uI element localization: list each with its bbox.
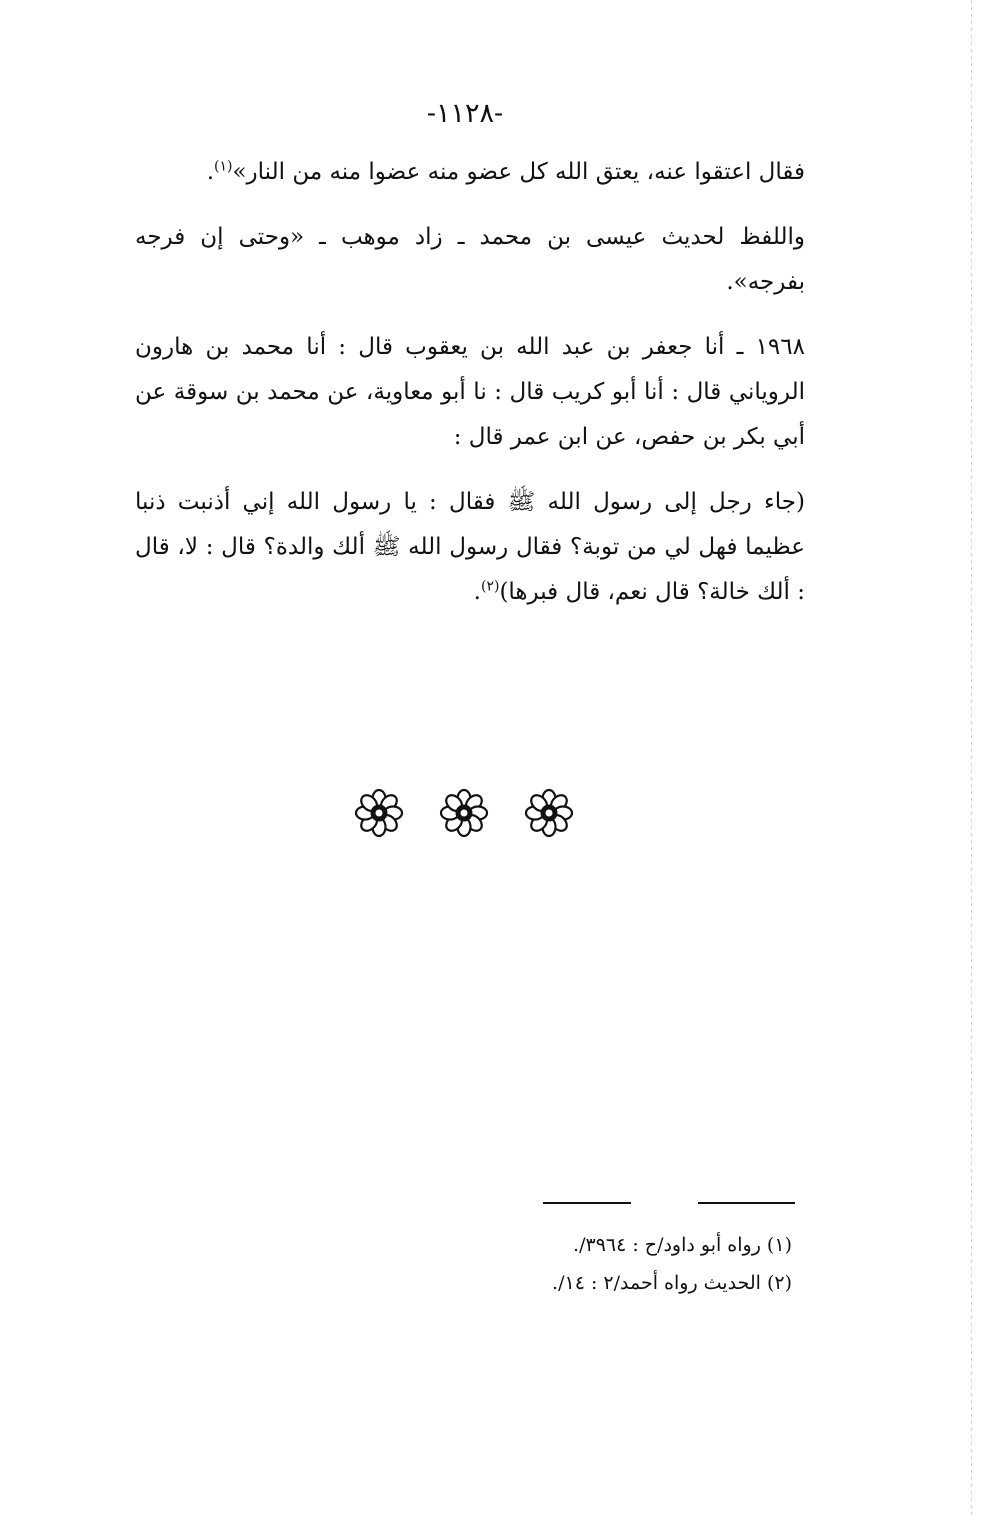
page-number: -١١٢٨-	[426, 98, 504, 129]
page-edge-line	[971, 0, 972, 1517]
footnote-1: (١) رواه أبو داود/ح : ٣٩٦٤/.	[573, 1234, 792, 1256]
paragraph-2: واللفظ لحديث عيسى بن محمد ـ زاد موهب ـ «وحتى إن فرجه بفرجه».	[135, 224, 805, 295]
paragraph-1	[135, 150, 805, 195]
footnote-2: (٢) الحديث رواه أحمد/٢ : ١٤/.	[552, 1272, 792, 1294]
paragraph-4-text: (جاء رجل إلى رسول الله ﷺ فقال : يا رسول الله إني أذنبت ذنبا عظيما فهل لي من توبة؟ فقال رسول الله ﷺ ألك والدة؟ قال : لا، قال : ألك خالة؟ قال نعم، قال فبرها)	[135, 489, 805, 605]
footnote-ref-1: (١)	[214, 158, 233, 175]
paragraph-4-end: .	[473, 579, 481, 605]
paragraph-1-end: .	[206, 159, 215, 185]
paragraph-3: ١٩٦٨ ـ أنا جعفر بن عبد الله بن يعقوب قال : أنا محمد بن هارون الروياني قال : أنا أبو كريب قال : نا أبو معاوية، عن محمد بن سوقة عن أبي بكر بن حفص، عن ابن عمر قال :	[135, 334, 805, 450]
paragraph-4	[135, 480, 805, 615]
footnotes	[450, 1226, 792, 1302]
footnote-separator-left	[543, 1202, 631, 1204]
flower-ornament-icon	[354, 788, 404, 838]
flower-ornament-icon	[439, 788, 489, 838]
paragraph-1-text: فقال اعتقوا عنه، يعتق الله كل عضو منه عضوا منه من النار»	[232, 159, 805, 185]
footnote-ref-2: (٢)	[480, 578, 500, 595]
main-text	[135, 150, 805, 635]
footnote-separator-right	[698, 1202, 795, 1204]
section-divider-ornaments	[354, 788, 574, 838]
flower-ornament-icon	[524, 788, 574, 838]
